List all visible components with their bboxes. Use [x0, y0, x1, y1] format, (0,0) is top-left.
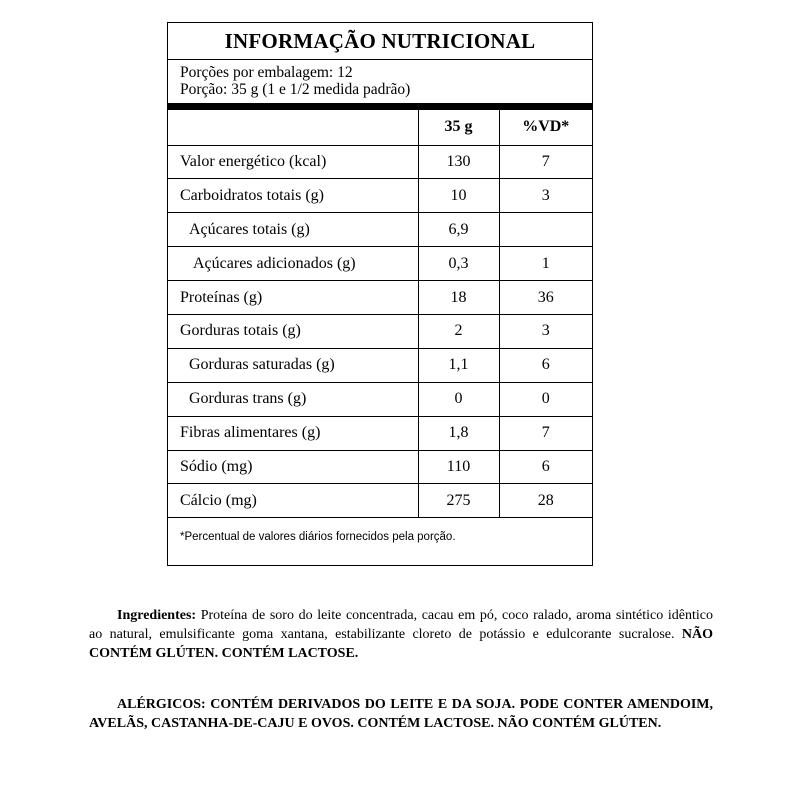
row-dv: 7	[499, 145, 592, 179]
table-row	[168, 213, 592, 247]
row-dv: 3	[499, 314, 592, 348]
ingredients-label: Ingredientes:	[117, 608, 197, 623]
table-row	[168, 450, 592, 484]
row-label: Açúcares adicionados (g)	[168, 247, 418, 281]
panel-title: INFORMAÇÃO NUTRICIONAL	[168, 23, 592, 60]
table-row	[168, 416, 592, 450]
nutrition-facts-panel	[167, 22, 593, 566]
row-label: Açúcares totais (g)	[168, 213, 418, 247]
nutrition-table	[168, 110, 592, 518]
row-dv: 28	[499, 484, 592, 518]
row-dv: 0	[499, 382, 592, 416]
serving-size: Porção: 35 g (1 e 1/2 medida padrão)	[180, 81, 411, 98]
row-label: Fibras alimentares (g)	[168, 416, 418, 450]
row-label: Cálcio (mg)	[168, 484, 418, 518]
row-dv: 3	[499, 179, 592, 213]
row-label: Sódio (mg)	[168, 450, 418, 484]
row-dv: 1	[499, 247, 592, 281]
table-row	[168, 145, 592, 179]
allergens-paragraph: ALÉRGICOS: CONTÉM DERIVADOS DO LEITE E DA SOJA. PODE CONTER AMENDOIM, AVELÃS, CASTANHA-DE-CAJU E OVOS. CONTÉM LACTOSE. NÃO CONTÉM GLÚTEN.	[89, 697, 713, 731]
row-dv: 36	[499, 281, 592, 315]
row-dv: 6	[499, 450, 592, 484]
header-amount: 35 g	[418, 110, 499, 145]
row-dv: 6	[499, 348, 592, 382]
row-amount: 1,8	[418, 416, 499, 450]
table-row	[168, 179, 592, 213]
table-row	[168, 314, 592, 348]
table-row	[168, 281, 592, 315]
servings-info	[168, 60, 592, 103]
row-amount: 275	[418, 484, 499, 518]
gluten-lactose-warning: NÃO CONTÉM GLÚTEN. CONTÉM LACTOSE.	[89, 627, 713, 661]
row-label: Proteínas (g)	[168, 281, 418, 315]
row-amount: 1,1	[418, 348, 499, 382]
row-label: Gorduras totais (g)	[168, 314, 418, 348]
ingredients-text: Proteína de soro do leite concentrada, cacau em pó, coco ralado, aroma sintético idêntico ao natural, emulsificante goma xantana, estabilizante cloreto de potássio e edulcorante sucralose.	[89, 608, 713, 642]
header-dv: %VD*	[499, 110, 592, 145]
row-dv: 7	[499, 416, 592, 450]
ingredients-paragraph	[89, 606, 713, 663]
row-amount: 110	[418, 450, 499, 484]
table-row	[168, 247, 592, 281]
header-blank-cell	[168, 110, 418, 145]
servings-per-pack: Porções por embalagem: 12	[180, 64, 353, 81]
row-label: Gorduras trans (g)	[168, 382, 418, 416]
row-label: Carboidratos totais (g)	[168, 179, 418, 213]
row-amount: 0,3	[418, 247, 499, 281]
table-header-row	[168, 110, 592, 145]
thick-divider	[168, 103, 592, 110]
table-row	[168, 348, 592, 382]
table-row	[168, 382, 592, 416]
row-amount: 0	[418, 382, 499, 416]
row-amount: 18	[418, 281, 499, 315]
table-row	[168, 484, 592, 518]
row-amount: 130	[418, 145, 499, 179]
row-amount: 6,9	[418, 213, 499, 247]
row-amount: 10	[418, 179, 499, 213]
row-dv	[499, 213, 592, 247]
row-amount: 2	[418, 314, 499, 348]
dv-footnote: *Percentual de valores diários fornecidos pela porção.	[180, 531, 456, 544]
row-label: Valor energético (kcal)	[168, 145, 418, 179]
row-label: Gorduras saturadas (g)	[168, 348, 418, 382]
